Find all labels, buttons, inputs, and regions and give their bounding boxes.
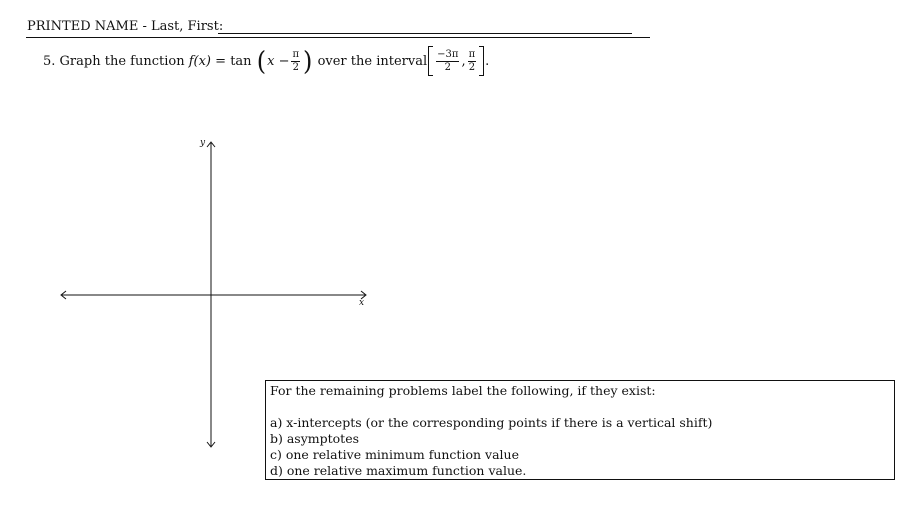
tan-operator: tan [230, 53, 252, 69]
right-paren: ) [303, 45, 313, 77]
interval-right-denominator: 2 [468, 61, 476, 73]
end-period: . [485, 53, 490, 69]
instruction-box [265, 380, 895, 480]
instruction-item-a: a) x-intercepts (or the corresponding points if there is a vertical shift) [270, 415, 713, 430]
function-variable: (x) [193, 53, 212, 69]
problem-text-over: over the interval [317, 53, 428, 69]
minus-sign: − [278, 53, 290, 69]
instruction-item-b: b) asymptotes [270, 431, 360, 446]
argument-fraction-denominator: 2 [292, 61, 299, 73]
function-name: f [188, 53, 194, 69]
interval-left-denominator: 2 [444, 61, 451, 73]
printed-name-label: PRINTED NAME - Last, First: [27, 19, 224, 34]
instruction-intro: For the remaining problems label the following, if they exist: [270, 383, 656, 398]
interval-left-numerator: −3π [437, 48, 459, 60]
argument-fraction-numerator: π [292, 48, 300, 60]
x-axis-label: x [359, 298, 365, 308]
instruction-item-d: d) one relative maximum function value. [270, 463, 527, 478]
left-paren: ( [256, 45, 267, 77]
interval-right-numerator: π [468, 48, 476, 60]
instruction-item-c: c) one relative minimum function value [270, 447, 519, 462]
problem-text-graph: Graph the function [59, 53, 185, 69]
y-axis-label: y [200, 138, 206, 148]
interval-comma: , [461, 53, 466, 69]
argument-variable: x [267, 53, 275, 69]
equals-sign: = [215, 53, 227, 69]
problem-number: 5. [43, 53, 56, 69]
